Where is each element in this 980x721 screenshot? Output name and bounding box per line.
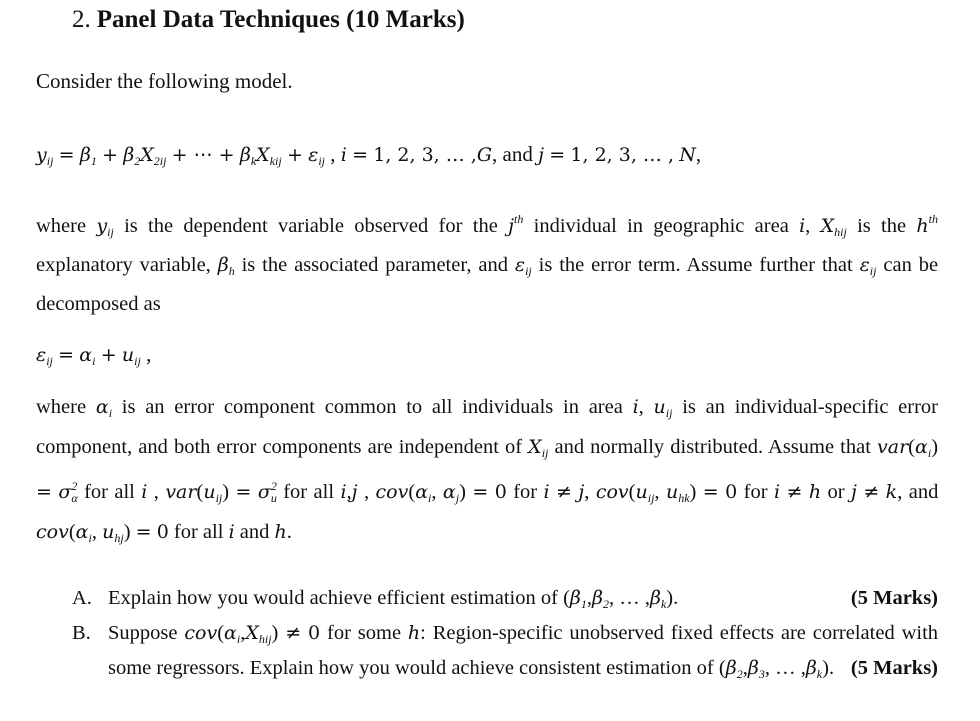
question-heading xyxy=(72,6,465,34)
error-decomposition-equation: $\varepsilon_{ij} = \alpha_i + u_{ij}$ , xyxy=(36,342,152,368)
sub-question-b xyxy=(72,619,938,689)
text-fragment: Explain how you would achieve efficient estimation of xyxy=(108,587,558,609)
text-fragment: and normally distributed. Assume that xyxy=(554,435,871,458)
text-fragment: can be decomposed as xyxy=(36,254,939,315)
marks-label: (5 Marks) xyxy=(850,587,938,609)
text-fragment: and xyxy=(239,520,270,543)
sub-question-a xyxy=(72,584,938,619)
text-fragment: is the associated parameter, and xyxy=(241,254,508,276)
text-fragment: for some xyxy=(327,622,402,644)
text-fragment: Suppose xyxy=(108,622,178,644)
text-fragment: is an individual-specific error component, and both error components are independent of xyxy=(36,396,939,458)
marks-label: (5 Marks) xyxy=(850,657,938,679)
text-fragment: for xyxy=(743,481,768,503)
text-fragment: or xyxy=(827,481,845,503)
text-fragment: for xyxy=(513,481,538,503)
text-fragment: where xyxy=(36,396,87,418)
sub-questions xyxy=(72,584,938,689)
text-fragment: where xyxy=(36,215,87,237)
text-fragment: for all xyxy=(173,520,224,543)
text-fragment: individual in geographic area xyxy=(533,215,789,237)
text-fragment: is the xyxy=(857,215,907,237)
text-fragment: is the dependent variable observed for the xyxy=(124,215,498,237)
text-fragment: explanatory variable, xyxy=(36,254,211,276)
text-fragment: is an error component common to all individuals in area xyxy=(121,396,623,418)
text-fragment: , and xyxy=(897,481,939,503)
intro-text: Consider the following model. xyxy=(36,69,293,93)
question-number: 2. xyxy=(72,6,91,33)
text-fragment: : Region-specific unobserved fixed effects are correlated with some regressors. Explain how you would achieve consistent estimation of xyxy=(108,622,939,679)
error-assumptions: where $\alpha_i$ is an error component common to all individuals in area i, $u_{ij}$ is an individual-specific error component, and both error components are independent of $X_{ij}$ and normally distributed. Assume that $var(\alpha_i) = \sigma^2_\alpha$ for all i , $var(u_{ij}) = \sigma^2_u$ for all i,j , $cov(\alpha_i$, $\alpha_j) = 0$ for i ≠ j, $cov(u_{ij}$, $u_{hk}) = 0$ for i ≠ h or j ≠ k, and $cov(\alpha_i$, $u_{hj}) = 0$ for all i and h. xyxy=(36,396,939,545)
model-equation: $y_{ij} = \beta_1 + \beta_2X_{2ij}$ + ⋯ + $\beta_kX_{kij} + \varepsilon_{ij}$ , i = 1, 2, 3, … ,G, and j = 1, 2, 3, … , N, xyxy=(36,142,702,168)
question-title: Panel Data Techniques (10 Marks) xyxy=(96,6,465,33)
sub-question-label: A. xyxy=(72,587,92,609)
model-description: where $y_{ij}$ is the dependent variable observed for the $j^{th}$ individual in geographic area i, $X_{hij}$ is the $h^{th}$ explanatory variable, $\beta_h$ is the associated parameter, and $\varepsilon_{ij}$ is the error term. Assume further that $\varepsilon_{ij}$ can be decomposed as xyxy=(36,212,939,315)
sub-question-text: Suppose $cov(\alpha_i,X_{hij}) \ne 0$ for some h: Region-specific unobserved fixed effects are correlated with some regressors. Explain how you would achieve consistent estimation of ($\beta_2,\beta_3$, … $,\beta_k$). (5 Marks) xyxy=(108,622,939,681)
sub-question-label: B. xyxy=(72,622,91,644)
text-fragment: for all xyxy=(84,481,135,503)
text-fragment: is the error term. Assume further that xyxy=(538,254,853,276)
sub-question-text: Explain how you would achieve efficient estimation of ($\beta_1,\beta_2$, … $,\beta_k$). (5 Marks) xyxy=(108,584,938,619)
text-fragment: for all xyxy=(283,481,335,503)
